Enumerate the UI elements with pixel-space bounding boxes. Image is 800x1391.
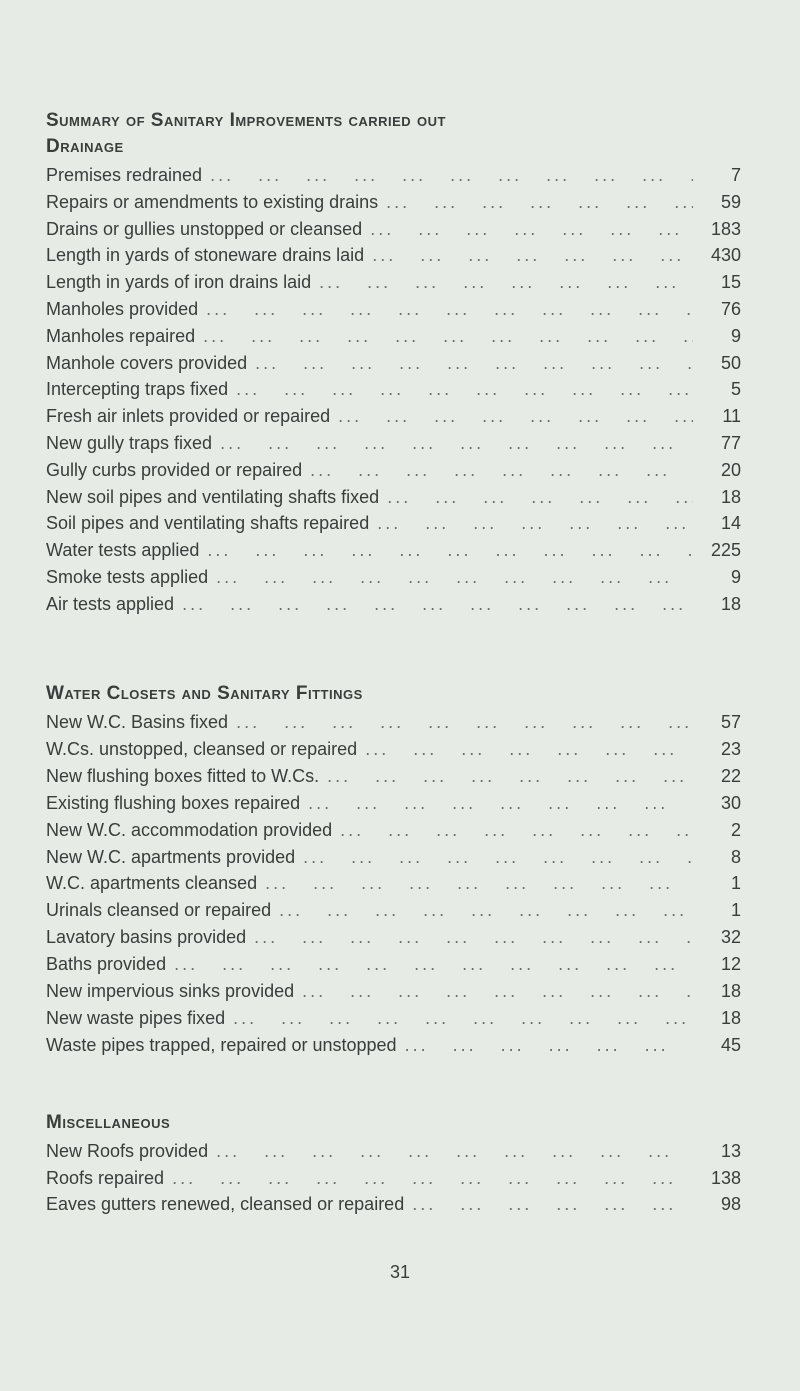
table-row [46, 353, 741, 377]
leader-dots [412, 1194, 693, 1215]
row-label: Length in yards of iron drains laid [46, 272, 312, 293]
table-row [46, 272, 741, 296]
table-row [46, 954, 741, 978]
row-label: Manholes repaired [46, 325, 196, 346]
leader-dots [216, 567, 693, 588]
table-row [46, 433, 741, 457]
row-value: 225 [710, 540, 741, 561]
row-label: Length in yards of stoneware drains laid [46, 245, 365, 266]
row-label: New Roofs provided [46, 1141, 209, 1161]
leader-dots [387, 487, 693, 508]
row-label: New impervious sinks provided [46, 981, 295, 1001]
row-label: Waste pipes trapped, repaired or unstopped [46, 1034, 397, 1055]
table-row [46, 820, 741, 844]
row-value: 98 [720, 1194, 741, 1214]
table-row [46, 487, 741, 511]
table-row [46, 379, 741, 403]
row-value: 8 [730, 846, 741, 867]
row-value: 9 [730, 567, 741, 587]
row-value: 77 [720, 433, 741, 453]
table-row [46, 567, 741, 591]
row-value: 183 [710, 218, 741, 239]
row-label: New W.C. Basins fixed [46, 712, 229, 732]
row-label: Existing flushing boxes repaired [46, 792, 301, 813]
page-title: Summary of Sanitary Improvements carried out [46, 110, 446, 131]
table-row [46, 739, 741, 763]
table-row [46, 460, 741, 484]
leader-dots [377, 513, 693, 534]
table-row [46, 927, 741, 951]
leader-dots [255, 353, 693, 374]
row-value: 18 [720, 593, 741, 614]
row-label: Intercepting traps fixed [46, 379, 229, 400]
table-row [46, 1194, 741, 1218]
table-row [46, 245, 741, 269]
row-value: 1 [730, 900, 741, 921]
table-row [46, 594, 741, 618]
row-value: 13 [720, 1141, 741, 1161]
table-row [46, 1141, 741, 1165]
row-label: Fresh air inlets provided or repaired [46, 406, 331, 427]
row-value: 32 [720, 927, 741, 948]
row-value: 14 [720, 513, 741, 534]
leader-dots [370, 219, 693, 240]
page-number: 31 [389, 1262, 411, 1282]
leader-dots [279, 900, 693, 921]
leader-dots [372, 245, 693, 266]
table-row [46, 873, 741, 897]
table-row [46, 1008, 741, 1032]
leader-dots [265, 873, 693, 894]
row-value: 11 [722, 406, 741, 427]
row-label: W.Cs. unstopped, cleansed or repaired [46, 738, 358, 759]
row-value: 138 [710, 1167, 741, 1188]
row-value: 22 [720, 765, 741, 786]
leader-dots [182, 594, 693, 615]
leader-dots [210, 165, 693, 186]
row-value: 18 [720, 486, 741, 507]
row-label: New W.C. accommodation provided [46, 819, 333, 840]
leader-dots [220, 433, 693, 454]
leader-dots [327, 766, 693, 787]
row-label: Smoke tests applied [46, 567, 209, 587]
section-heading-drainage: Drainage [46, 136, 124, 157]
row-label: Air tests applied [46, 593, 175, 614]
row-label: New W.C. apartments provided [46, 846, 296, 867]
row-label: New flushing boxes fitted to W.Cs. [46, 765, 320, 786]
row-value: 57 [720, 712, 741, 732]
row-label: Drains or gullies unstopped or cleansed [46, 218, 363, 239]
table-row [46, 900, 741, 924]
table-row [46, 712, 741, 736]
table-row [46, 326, 741, 350]
leader-dots [386, 192, 693, 213]
row-label: Repairs or amendments to existing drains [46, 191, 379, 212]
section-heading-miscellaneous: Miscellaneous [46, 1112, 171, 1133]
leader-dots [206, 299, 693, 320]
row-value: 20 [720, 459, 741, 480]
table-row [46, 1035, 741, 1059]
row-value: 430 [710, 245, 741, 266]
row-value: 1 [730, 873, 741, 894]
row-label: New gully traps fixed [46, 433, 213, 453]
leader-dots [303, 847, 693, 868]
leader-dots [319, 272, 693, 293]
leader-dots [302, 981, 693, 1002]
row-value: 59 [720, 191, 741, 212]
leader-dots [236, 712, 693, 733]
row-value: 2 [730, 819, 741, 840]
row-label: New waste pipes fixed [46, 1007, 226, 1028]
table-row [46, 406, 741, 430]
leader-dots [308, 793, 693, 814]
leader-dots [310, 460, 693, 481]
leader-dots [216, 1141, 693, 1162]
row-value: 18 [720, 981, 741, 1001]
row-value: 18 [720, 1007, 741, 1028]
row-value: 76 [720, 299, 741, 319]
row-label: Urinals cleansed or repaired [46, 900, 272, 921]
table-row [46, 513, 741, 537]
row-value: 12 [720, 954, 741, 975]
row-label: Manhole covers provided [46, 352, 248, 373]
leader-dots [254, 927, 693, 948]
row-value: 5 [730, 379, 741, 400]
table-row [46, 981, 741, 1005]
row-label: Manholes provided [46, 299, 199, 319]
row-label: Baths provided [46, 954, 167, 975]
table-row [46, 1168, 741, 1192]
row-value: 9 [730, 325, 741, 346]
section-heading-water-closets: Water Closets and Sanitary Fittings [46, 683, 363, 704]
row-label: Water tests applied [46, 540, 200, 561]
leader-dots [236, 379, 693, 400]
row-label: Eaves gutters renewed, cleansed or repaired [46, 1194, 405, 1214]
leader-dots [207, 540, 693, 561]
row-value: 50 [720, 352, 741, 373]
table-row [46, 766, 741, 790]
row-value: 7 [730, 165, 741, 185]
row-label: Lavatory basins provided [46, 927, 247, 948]
row-value: 30 [720, 792, 741, 813]
table-row [46, 847, 741, 871]
row-label: Roofs repaired [46, 1167, 165, 1188]
table-row [46, 192, 741, 216]
table-row [46, 299, 741, 323]
row-value: 15 [720, 272, 741, 293]
row-label: New soil pipes and ventilating shafts fixed [46, 486, 380, 507]
table-row [46, 540, 741, 564]
leader-dots [174, 954, 693, 975]
leader-dots [233, 1008, 693, 1029]
leader-dots [203, 326, 693, 347]
table-row [46, 793, 741, 817]
row-label: Gully curbs provided or repaired [46, 459, 303, 480]
leader-dots [340, 820, 693, 841]
leader-dots [338, 406, 693, 427]
row-label: Premises redrained [46, 165, 203, 185]
leader-dots [365, 739, 693, 760]
leader-dots [172, 1168, 693, 1189]
table-row [46, 165, 741, 189]
row-value: 45 [720, 1034, 741, 1055]
leader-dots [405, 1035, 693, 1056]
row-label: Soil pipes and ventilating shafts repaired [46, 513, 370, 534]
row-label: W.C. apartments cleansed [46, 873, 258, 894]
table-row [46, 219, 741, 243]
row-value: 23 [720, 738, 741, 759]
